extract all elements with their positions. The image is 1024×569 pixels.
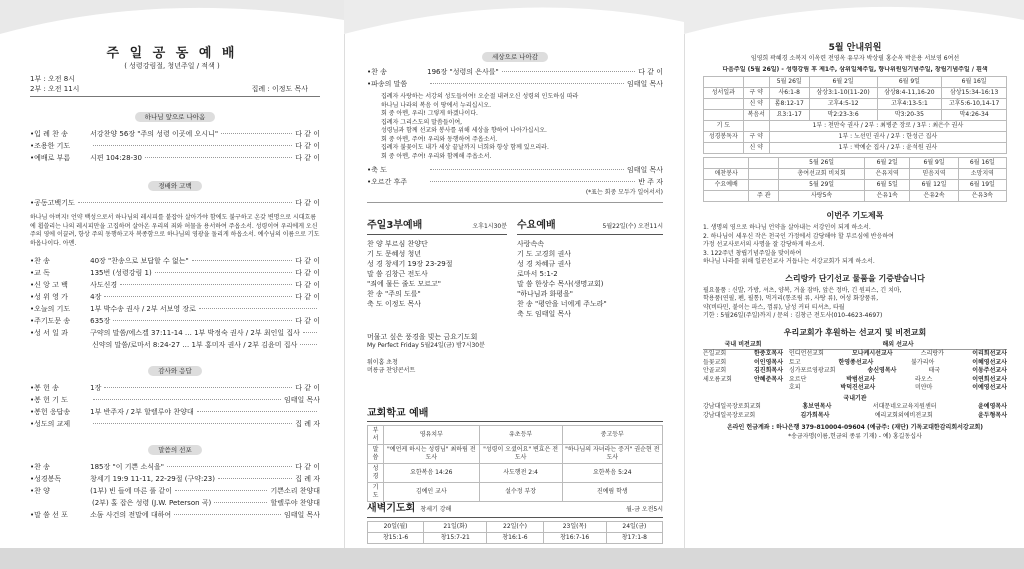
table-cell: 신 약 <box>743 143 769 154</box>
table-cell: 소망지역 <box>958 169 1006 180</box>
table-cell: 6월 5일 <box>865 180 910 191</box>
panel-sending <box>344 34 684 548</box>
school-header: 교회학교 예배 <box>367 404 663 422</box>
order-item: • 찬 송 185장 "이 기쁜 소식을" 다 같 이 <box>30 462 320 472</box>
table-row <box>704 88 1007 99</box>
order-item: • 말 씀 선 포 소돔 사건의 전말에 대하여 임태일 목사 <box>30 510 320 520</box>
list-item: 요르단 박범선교사 라오스 이연희선교사 <box>789 375 1007 383</box>
table-cell <box>743 121 769 132</box>
table-cell: 요한복음 14:26 <box>383 464 479 483</box>
worship3-item: 축 도 이정도 목사 <box>367 299 422 308</box>
worship3-item: 기 도 문혜성 청년 <box>367 249 422 258</box>
table-cell: 중고등부 <box>562 426 662 445</box>
order-item: • 축 도 임태일 목사 <box>367 165 663 175</box>
list-item: 은일교회 한중호목사 <box>703 350 783 357</box>
next-sunday: 다음주일 (5월 26일) - 성령강림 후 제1주, 삼위일체주일, 향나위원임기념주일, 창립기념주일 / 흰색 <box>722 65 988 73</box>
table-cell: 기도 <box>368 483 384 502</box>
service-table <box>703 157 1007 202</box>
wednesday-header: 수요예배 5월22일(수) 오전11시 <box>517 216 663 235</box>
table-cell: 유초등부 <box>479 426 562 445</box>
table-cell: 총여선교회 비치회 <box>779 169 865 180</box>
sending-line: 집례자 그리스도의 말씀들이여, <box>381 118 463 126</box>
table-cell: 창16:1-6 <box>487 533 543 544</box>
prayer-item: 3. 122주년 창립기념주일을 맞이하여 <box>703 249 802 257</box>
order-item: • 성경봉독 창세기 19:9 11-11, 22-29절 (구약:23) 집 례 자 <box>30 474 320 484</box>
list-item: 호피 박덕진선교사 미얀마 이예영선교사 <box>789 384 1007 391</box>
table-cell: 막2:23-3:6 <box>809 110 877 121</box>
prayer-item: 2. 하나님이 세우신 작은 천국인 가정에서 감당해야 할 부르심에 반응하여 <box>703 232 894 240</box>
table-cell: 고후4:13-5:1 <box>877 99 942 110</box>
sending-line: 하나님 나라의 복음 이 땅에서 누리십시오. <box>381 101 491 109</box>
table-cell: 주 관 <box>749 191 779 202</box>
order-item: • 파송의 말씀 임태일 목사 <box>367 79 663 89</box>
order-item: • 찬 송 196장 "성령의 은사를" 다 같 이 <box>367 67 663 77</box>
school-table <box>367 425 663 502</box>
table-cell: 구 약 <box>743 132 769 143</box>
table-cell: 23일(목) <box>543 522 606 533</box>
domestic-title: 국내 비전교회 <box>703 341 783 351</box>
table-cell: 창15:1-6 <box>368 533 424 544</box>
worship3-item: 찬 양 부르심 찬양단 <box>367 239 428 248</box>
table-cell: 성경봉독자 <box>704 132 744 143</box>
confession-prayer: 하나님 아버지! 언약 백성으로서 하나님의 레시피를 붙잡아 살아가야 함에도 불구하고 온갖 변명으로 시대흐름에 휩쓸리는 나의 레시피만을 고집하며 살아온 우리의 죄와 허물을 용서하여 주옵소서. 성령이여 우리에게 오신 주의 영에 이끌려, 항상 주의 동행하고자 복종함으로 하나님의 영광을 돌리게 하옵소서. 예수님의 이름으로 기도하옵나이다. 아멘. <box>30 214 320 247</box>
table-row <box>704 132 1007 143</box>
order-item: • 성 위 영 가 4장 다 같 이 <box>30 292 320 302</box>
dawn-table <box>367 521 663 544</box>
order-item: • 주기도문 송 635장 다 같 이 <box>30 316 320 326</box>
concert-line-2: 머릉금 찬양콘서트 <box>367 367 416 374</box>
table-cell: 롬8:12-17 <box>769 99 809 110</box>
concert-line-1: 워이홈 초청 <box>367 358 398 366</box>
section-thanks: 감사와 응답 <box>148 366 201 376</box>
table-row <box>704 169 1007 180</box>
domestic-org-title: 국내기관 <box>843 394 867 402</box>
order-item: • 오르간 후주 반 주 자 <box>367 177 663 187</box>
table-cell: 6월 16일 <box>958 158 1006 169</box>
table-cell: "하나님의 자녀라는 증거" 권순현 전도사 <box>562 445 662 464</box>
srilanka-title: 스리랑카 단기선교 물품을 기증받습니다 <box>785 273 925 283</box>
abroad-title: 해외 선교사 <box>789 341 1007 351</box>
table-cell: 삼상15:34-16:13 <box>942 88 1007 99</box>
order-item: • 찬 송 40장 "찬송으로 보답할 수 없는" 다 같 이 <box>30 256 320 266</box>
decor-curves <box>0 0 1024 34</box>
srilanka-item: 약(비타민, 붙이는 파스, 껌류), 남성 커터 티셔츠, 타월 <box>703 303 845 311</box>
wednesday-item: 기 도 고경희 권사 <box>517 249 572 258</box>
order-item: • 교 독 135번 (성령강림 1) 다 같 이 <box>30 268 320 278</box>
friday-sub: My Perfect Friday 5월24일(금) 밤7시30분 <box>367 342 485 349</box>
table-cell: 5월 26일 <box>769 77 809 88</box>
table-cell: "성령이 오셨어요" 변효은 전도사 <box>479 445 562 464</box>
table-cell: 기 도 <box>704 121 744 132</box>
table-cell <box>704 158 749 169</box>
table-cell: 믿음지역 <box>910 169 958 180</box>
order-item: • 오늘의 기도 1부 박수송 권사 / 2부 서보영 장로 <box>30 304 320 314</box>
srilanka-item: 필요물품 : 신발, 가방, 셔츠, 양복, 겨울 잠바, 앞은 정바, 긴 원피스, 긴 치마, <box>703 286 902 294</box>
table-cell <box>749 180 779 191</box>
table-cell: 김예인 교사 <box>383 483 479 502</box>
presider: 집례 : 이정도 목사 <box>251 85 308 93</box>
list-item: 강남대일곡장로교회 김가희목사 예리교회외에비전교회 윤두형목사 <box>703 411 1007 419</box>
table-cell: 5월 29일 <box>779 180 865 191</box>
service-time-1: 1부 : 오전 8시 <box>30 75 75 83</box>
prayer-title: 이번주 기도제목 <box>826 211 884 220</box>
confession-row: • 공동고백기도 다 같 이 <box>30 198 320 208</box>
table-cell: 막4:26-34 <box>942 110 1007 121</box>
friday-prayer: 머물고 싶은 풍경을 빚는 금요기도회 <box>367 333 478 341</box>
order-item: • 신 앙 고 백 사도신경 다 같 이 <box>30 280 320 290</box>
table-cell: 6월 2일 <box>865 158 910 169</box>
table-cell: 요3:1-17 <box>769 110 809 121</box>
table-cell <box>704 77 744 88</box>
table-cell: 6월 12일 <box>910 180 958 191</box>
table-cell: 영유치부 <box>383 426 479 445</box>
standing-note: (*표는 회중 모두가 일어서서) <box>585 189 663 196</box>
table-cell <box>704 143 744 154</box>
table-cell: 요한복음 5:24 <box>562 464 662 483</box>
subtitle: ( 성령강림절, 청년주일 / 적색 ) <box>124 62 220 70</box>
list-item: 안골교회 김진희목사 <box>703 367 783 374</box>
table-row <box>368 445 663 464</box>
worship3-header: 주일3부예배 오후1시30분 <box>367 216 507 235</box>
wednesday-item: 축 도 임태일 목사 <box>517 309 572 318</box>
table-cell: 사랑5속 <box>779 191 865 202</box>
table-cell: 고후5:6-10,14-17 <box>942 99 1007 110</box>
table-cell: 고후4:5-12 <box>809 99 877 110</box>
table-cell: 5월 26일 <box>779 158 865 169</box>
table-cell: 구 약 <box>743 88 769 99</box>
page-title: 주 일 공 동 예 배 <box>106 46 238 61</box>
order-item: • 봉 헌 기 도 임태일 목사 <box>30 395 320 405</box>
ushers-list: 임영희 곽혜경 소복지 이옥련 전영옥 유부자 박상필 홍순옥 박운용 서보영 6여선 <box>750 55 960 62</box>
srilanka-item: 학용품(연필, 펜, 필통), 먹거리(통조림 류, 사탕 류), 여성 화장품류, <box>703 295 879 302</box>
sending-line: 성령님과 함께 선교와 봉사를 위해 세상을 향하여 나아가십시오. <box>381 127 547 134</box>
section-word: 하나님 앞으로 나아옴 <box>135 112 216 122</box>
table-cell: 말씀 <box>368 445 384 464</box>
table-cell <box>704 110 744 121</box>
table-cell: 창15:7-21 <box>424 533 487 544</box>
table-cell: 설수정 부장 <box>479 483 562 502</box>
table-cell: 6월 2일 <box>809 77 877 88</box>
sending-line: 회 중 아멘, 주여! 우리와 동행하여 주옵소서. <box>381 135 498 143</box>
section-proclaim: 말씀의 선포 <box>148 445 201 455</box>
table-cell: 성서일과 <box>704 88 744 99</box>
table-row <box>704 99 1007 110</box>
order-item: • 조용한 기도 다 같 이 <box>30 141 320 151</box>
prayer-item: 가정 선교사로서의 사명을 잘 감당하게 하소서. <box>703 241 825 248</box>
wednesday-item: 로마서 5:1-2 <box>517 269 558 278</box>
sending-line: 집례자 불꽃이도 내가 세상 끝날까지 너희와 항상 함께 있으리라. <box>381 144 549 151</box>
wednesday-item: 사랑속속 <box>517 239 545 248</box>
list-item: 들꽃교회 이인영목사 <box>703 358 783 366</box>
bottom-band <box>0 548 1024 569</box>
order-item: 신약의 말씀/로마서 8:24-27 … 1부 홍미자 권사 / 2부 김윤미 집사 <box>30 340 320 350</box>
order-item: • 성 서 일 과 구약의 말씀/에스겔 37:11-14 … 1부 박정숙 권사 / 2부 최인일 집사 <box>30 328 320 338</box>
worship3-item: 찬 송 "주의 도를" <box>367 289 421 298</box>
table-cell <box>704 191 749 202</box>
table-row <box>704 143 1007 154</box>
table-cell <box>743 77 769 88</box>
table-cell <box>749 158 779 169</box>
table-cell: 삼상3:1-10(11-20) <box>809 88 877 99</box>
table-cell: 창16:7-16 <box>543 533 606 544</box>
panel-announcements <box>684 34 1024 548</box>
section-world: 세상으로 나아감 <box>482 52 548 62</box>
srilanka-item: 기한 : 5월26일(주일)까지 / 문의 : 김창근 전도사(010-4623-4697) <box>703 312 883 319</box>
sending-line: 회 중 아멘, 우리! 그렇게 하겠나이다. <box>381 110 478 117</box>
table-cell: 22일(수) <box>487 522 543 533</box>
wednesday-item: "하나님과 화평을" <box>517 289 573 298</box>
order-item: • 성도의 교제 집 례 자 <box>30 419 320 429</box>
table-cell <box>704 99 744 110</box>
table-cell: 6월 16일 <box>942 77 1007 88</box>
wednesday-item: 말 씀 한상수 목사(생명교회) <box>517 279 604 288</box>
list-item: 강남대일곡장로회교회 홍보연목사 서대문네오교육지원센터 윤예영목사 <box>703 403 1007 410</box>
order-item: • 찬 양 (1부) 빈 들에 마른 풀 같이 기쁜소리 찬양대 <box>30 486 320 496</box>
order-item: • 입 례 찬 송 서강찬양 56장 "주의 성령 이곳에 오시니" 다 같 이 <box>30 129 320 139</box>
table-cell: 막3:20-35 <box>877 110 942 121</box>
offering-account: 온라인 헌금계좌 : 하나은행 379-810004-09604 (예금주: (재단) 기독교대한감리회서강교회) <box>726 424 984 431</box>
wednesday-item: 성 경 차혜규 권사 <box>517 259 572 268</box>
schedule-table <box>703 76 1007 154</box>
table-cell: 21일(화) <box>424 522 487 533</box>
table-cell: 은유지역 <box>865 169 910 180</box>
table-row <box>704 191 1007 202</box>
table-cell: 은유1속 <box>865 191 910 202</box>
table-cell: 1부 : 천만숙 권사 / 2부 : 최병준 장로 / 3부 : 최은수 권사 <box>769 121 1006 132</box>
table-cell: 부서 <box>368 426 384 445</box>
ushers-title: 5월 안내위원 <box>828 43 882 53</box>
table-cell: 24일(금) <box>606 522 662 533</box>
worship3-item: 말 씀 김창근 전도사 <box>367 269 428 278</box>
wednesday-item: 찬 송 "평안을 너에게 주노라" <box>517 299 607 308</box>
table-cell: 신 약 <box>743 99 769 110</box>
table-cell: 수요예배 <box>704 180 749 191</box>
table-cell: 진예림 학생 <box>562 483 662 502</box>
table-cell: 은유2속 <box>910 191 958 202</box>
table-row <box>704 110 1007 121</box>
panel-sunday-worship <box>0 34 344 548</box>
table-cell: 6월 9일 <box>877 77 942 88</box>
table-cell: "예언케 하시는 성령님" 최하림 전도사 <box>383 445 479 464</box>
top-band <box>0 0 1024 34</box>
prayer-item: 하나님 나라를 위해 일꾼선교사 거듭나는 서강교회가 되게 하소서. <box>703 258 875 265</box>
missions-title: 우리교회가 후원하는 선교지 및 비전교회 <box>783 327 927 337</box>
offering-note: *송금자명(이름,헌금의 종류 기재) - 예) 홍길동십사 <box>788 432 922 440</box>
worship3-item: 성 경 창세기 19장 23-29절 <box>367 259 453 268</box>
worship3-item: "죄에 물든 줄도 모르고" <box>367 279 441 288</box>
table-cell: 삼상8:4-11,16-20 <box>877 88 942 99</box>
order-item: • 예배로 부름 시편 104:28-30 다 같 이 <box>30 153 320 163</box>
table-row <box>704 180 1007 191</box>
table-cell: 애찬봉사 <box>704 169 749 180</box>
order-item: • 봉 헌 송 1장 다 같 이 <box>30 383 320 393</box>
table-cell: 6월 19일 <box>958 180 1006 191</box>
dawn-header: 새벽기도회 창세기 강해 월-금 오전5시 <box>367 496 663 518</box>
table-cell: 1부 : 박예순 집사 / 2부 : 윤석원 권사 <box>769 143 1006 154</box>
list-item: 인디언선교회 모나케시선교사 스리랑카 이리희선교사 <box>789 350 1007 357</box>
table-cell: 복음서 <box>743 110 769 121</box>
list-item: 토고 한영종선교사 불가리아 이혜영선교사 <box>789 358 1007 366</box>
table-cell: 20일(월) <box>368 522 424 533</box>
table-cell: 사6:1-8 <box>769 88 809 99</box>
sending-line: 회 중 아멘, 주여! 우리와 함께해 주옵소서. <box>381 152 492 160</box>
section-confess: 경배와 고백 <box>148 181 201 191</box>
table-cell: 사도행전 2:4 <box>479 464 562 483</box>
list-item: 세오름교회 안혜준목사 <box>703 375 783 383</box>
table-row <box>704 121 1007 132</box>
order-item: (2부) 홀 잡은 성령 (J.W. Peterson 곡) 할렐루야 찬양대 <box>92 499 320 507</box>
table-cell: 6월 9일 <box>910 158 958 169</box>
order-item: • 봉헌 응답송 1부 반주자 / 2부 할렐루야 찬양대 <box>30 407 320 417</box>
table-cell: 성경 <box>368 464 384 483</box>
table-cell: 1부 : 노선민 권사 / 2부 : 한성근 집사 <box>769 132 1006 143</box>
list-item: 싱가포르영광교회 송신영목사 태국 이동주선교사 <box>789 367 1007 374</box>
prayer-item: 1. 생명의 영으로 하나님 언약을 살아내는 서강인이 되게 하소서. <box>703 224 871 231</box>
table-cell: 은유3속 <box>958 191 1006 202</box>
table-cell: 창17:1-8 <box>606 533 662 544</box>
table-row <box>368 464 663 483</box>
service-time-2: 2부 : 오전 11시 <box>30 85 80 93</box>
table-cell <box>749 169 779 180</box>
sending-line: 집례자 사랑하는 서강의 성도들이여! 오순절 내려오신 성령의 인도하심 따라 <box>381 93 579 100</box>
